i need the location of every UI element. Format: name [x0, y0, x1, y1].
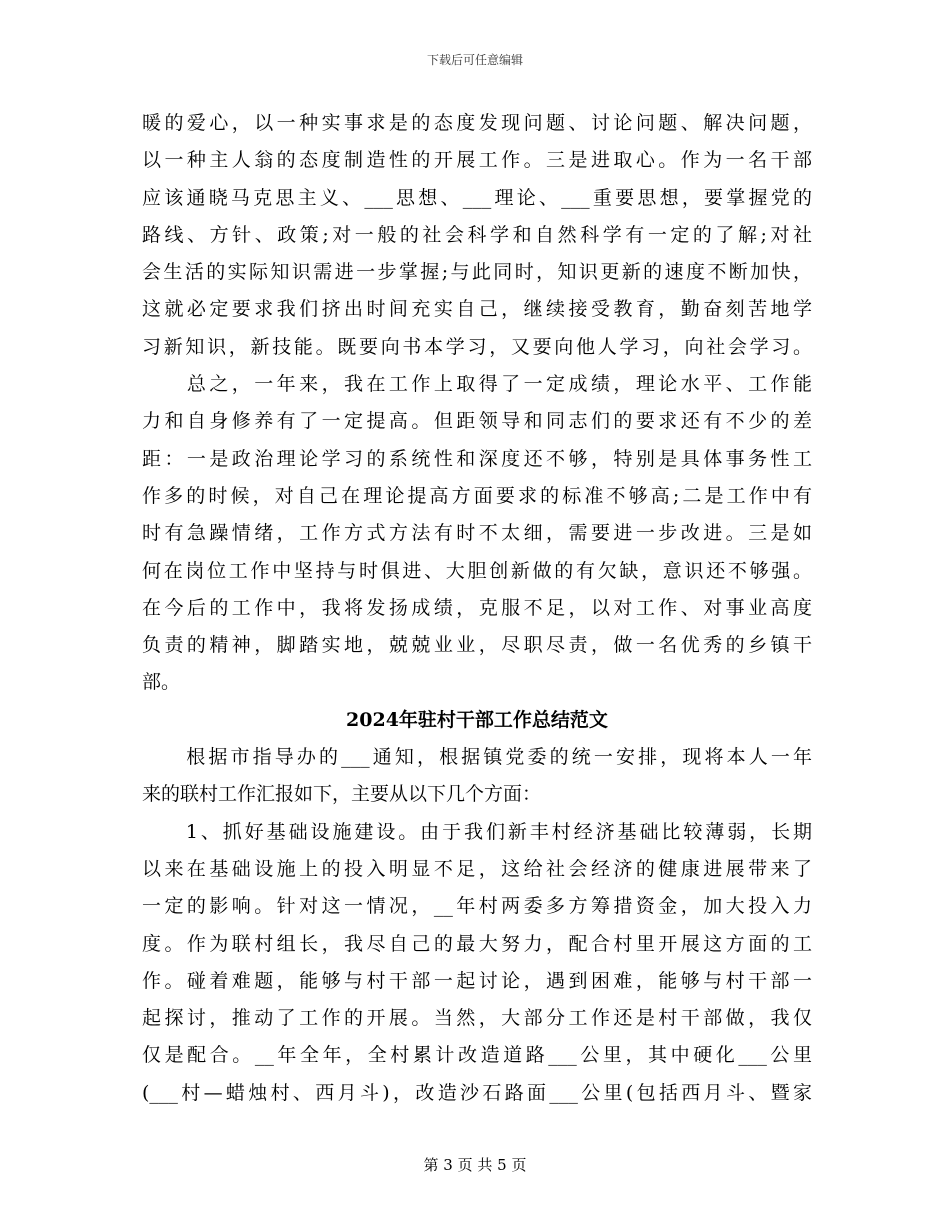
text-line: 总之，一年来，我在工作上取得了一定成绩，理论水平、工作能 — [142, 373, 812, 396]
text-line: 何在岗位工作中坚持与时俱进、大胆创新做的有欠缺，意识还不够强。 — [142, 559, 812, 582]
text-line: 起探讨，推动了工作的开展。当然，大部分工作还是村干部做，我仅 — [142, 1007, 812, 1030]
text-line: 在今后的工作中，我将发扬成绩，克服不足，以对工作、对事业高度 — [142, 596, 812, 619]
text-line: 习新知识，新技能。既要向书本学习，又要向他人学习，向社会学习。 — [142, 335, 812, 358]
text-line: 来的联村工作汇报如下，主要从以下几个方面： — [142, 783, 542, 806]
page-header: 下载后可任意编辑 — [426, 53, 523, 67]
text-line: 会生活的实际知识需进一步掌握;与此同时，知识更新的速度不断加快， — [142, 261, 812, 284]
text-line: 这就必定要求我们挤出时间充实自己，继续接受教育，勤奋刻苦地学 — [142, 298, 812, 321]
document-body — [142, 105, 812, 1112]
text-line: 力和自身修养有了一定提高。但距领导和同志们的要求还有不少的差 — [142, 410, 812, 433]
text-line: 距：一是政治理论学习的系统性和深度还不够，特别是具体事务性工 — [142, 447, 812, 470]
text-line: 路线、方针、政策;对一般的社会科学和自然科学有一定的了解;对社 — [142, 223, 812, 246]
text-line: 以来在基础设施上的投入明显不足，这给社会经济的健康进展带来了 — [142, 857, 812, 880]
text-line: 一定的影响。针对这一情况，__年村两委多方筹措资金，加大投入力 — [142, 895, 812, 918]
paragraph — [142, 814, 812, 1112]
text-line: 暖的爱心，以一种实事求是的态度发现问题、讨论问题、解决问题， — [142, 112, 812, 134]
text-line: 时有急躁情绪，工作方式方法有时不太细，需要进一步改进。三是如 — [142, 522, 812, 545]
paragraph — [142, 105, 812, 366]
page-number: 第 3 页 共 5 页 — [423, 1156, 527, 1174]
text-line: 负责的精神，脚踏实地，兢兢业业，尽职尽责，做一名优秀的乡镇干 — [142, 634, 812, 657]
section-title: 2024年驻村干部工作总结范文 — [346, 708, 608, 731]
text-line: 仅是配合。__年全年，全村累计改造道路___公里，其中硬化___公里 — [142, 1044, 812, 1067]
text-line: 作。碰着难题，能够与村干部一起讨论，遇到困难，能够与村干部一 — [142, 969, 812, 992]
paragraph — [142, 366, 812, 702]
text-line: 1、抓好基础设施建设。由于我们新丰村经济基础比较薄弱，长期 — [142, 820, 812, 843]
text-line: 根据市指导办的___通知，根据镇党委的统一安排，现将本人一年 — [142, 746, 812, 769]
text-line: 作多的时候，对自己在理论提高方面要求的标准不够高;二是工作中有 — [142, 484, 812, 507]
text-line: 度。作为联村组长，我尽自己的最大努力，配合村里开展这方面的工 — [142, 932, 812, 955]
text-line: 以一种主人翁的态度制造性的开展工作。三是进取心。作为一名干部 — [142, 149, 812, 172]
text-line: (___村—蜡烛村、西月斗)，改造沙石路面___公里(包括西月斗、暨家 — [142, 1081, 812, 1104]
text-line: 部。 — [142, 671, 181, 694]
paragraph — [142, 739, 812, 814]
text-line: 应该通晓马克思主义、___思想、___理论、___重要思想，要掌握党的 — [142, 186, 812, 209]
